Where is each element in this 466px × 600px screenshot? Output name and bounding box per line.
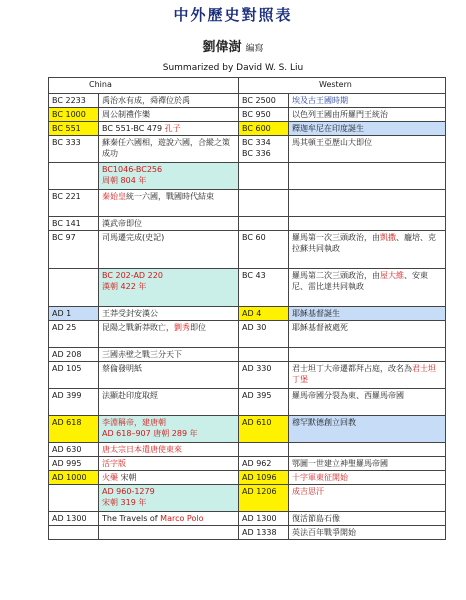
western-date: BC 600 — [239, 122, 289, 136]
western-date — [239, 443, 289, 457]
china-event: 三國赤壁之戰三分天下 — [99, 348, 239, 362]
dynasty-cell — [99, 269, 239, 307]
china-event — [99, 443, 239, 457]
table-row — [49, 163, 446, 190]
table-row — [49, 362, 446, 389]
china-date: BC 97 — [49, 231, 99, 269]
china-event-part: 昆陽之戰新莽敗亡， — [102, 323, 174, 332]
table-row — [49, 457, 446, 471]
china-event-part: BC 551-BC 479 — [102, 124, 165, 133]
western-date-2: BC 336 — [242, 149, 271, 158]
header-china-label: China — [89, 80, 112, 89]
western-event — [289, 231, 446, 269]
header-western-label: Western — [319, 80, 352, 89]
western-date: AD 30 — [239, 321, 289, 348]
table-row — [49, 190, 446, 217]
china-date: AD 995 — [49, 457, 99, 471]
dynasty-name: 周朝 804 年 — [102, 176, 147, 185]
china-event-highlight: 日本遣唐使東來 — [126, 445, 182, 454]
western-event-part: 君士坦丁大帝遷都拜占庭，改名為 — [292, 364, 413, 373]
china-event: 法顯赴印度取經 — [99, 389, 239, 416]
western-date — [239, 136, 289, 163]
china-event-highlight: Marco Polo — [160, 514, 204, 523]
header-china — [49, 78, 239, 94]
china-event — [99, 122, 239, 136]
china-date: BC 551 — [49, 122, 99, 136]
table-row — [49, 307, 446, 321]
western-event — [289, 362, 446, 389]
header-western — [239, 78, 446, 94]
china-event-part: 統一六國，戰國時代結束 — [126, 192, 214, 201]
table-row — [49, 485, 446, 512]
china-event: 漢武帝即位 — [99, 217, 239, 231]
western-event: 以色列王國由所羅門王統治 — [289, 108, 446, 122]
china-date: AD 105 — [49, 362, 99, 389]
header-row — [49, 78, 446, 94]
western-date: BC 60 — [239, 231, 289, 269]
western-event — [289, 217, 446, 231]
china-date: BC 1000 — [49, 108, 99, 122]
table-row — [49, 217, 446, 231]
dynasty-name: 宋朝 319 年 — [102, 498, 147, 507]
table-row — [49, 526, 446, 540]
western-date: AD 395 — [239, 389, 289, 416]
china-event — [99, 471, 239, 485]
table-row — [49, 108, 446, 122]
china-event — [99, 190, 239, 217]
china-date: AD 630 — [49, 443, 99, 457]
china-event — [99, 416, 239, 443]
china-event: 蔡倫發明紙 — [99, 362, 239, 389]
china-event: 蘇秦任六國相，遊說六國，合縱之策成功 — [99, 136, 239, 163]
china-event-part: The Travels of — [102, 514, 161, 523]
china-date: BC 221 — [49, 190, 99, 217]
author-name: 劉偉澍 — [202, 40, 242, 55]
western-event — [289, 163, 446, 190]
dynasty-name: 唐朝 289 年 — [153, 429, 198, 438]
summary-line: Summarized by David W. S. Liu — [162, 63, 304, 73]
western-date: AD 610 — [239, 416, 289, 443]
western-date — [239, 163, 289, 190]
china-date: BC 141 — [49, 217, 99, 231]
western-event-highlight: 屋大維 — [380, 271, 405, 280]
table-row — [49, 389, 446, 416]
china-date: AD 1 — [49, 307, 99, 321]
china-event-highlight: 孔子 — [164, 124, 181, 133]
china-date — [49, 163, 99, 190]
china-event-part: 即位 — [190, 323, 206, 332]
western-event: 馬其頓王亞歷山大即位 — [289, 136, 446, 163]
china-date: AD 1300 — [49, 512, 99, 526]
western-event: 羅馬帝國分裂為東、西羅馬帝國 — [289, 389, 446, 416]
western-event-part: 、龐培、克拉蘇共同執政 — [292, 233, 437, 253]
western-event: 耶穌基督被處死 — [289, 321, 446, 348]
history-table — [48, 77, 446, 540]
western-date — [239, 348, 289, 362]
china-event: 活字版 — [99, 457, 239, 471]
western-date: AD 1206 — [239, 485, 289, 512]
western-event-highlight: 凱撒 — [380, 233, 397, 242]
western-event: 十字軍東征開始 — [289, 471, 446, 485]
western-event — [289, 269, 446, 307]
china-event — [99, 512, 239, 526]
china-event — [99, 526, 239, 540]
china-event-highlight: 李淵稱帝，建唐朝 — [102, 418, 166, 427]
table-row — [49, 348, 446, 362]
table-row — [49, 94, 446, 108]
author-line — [0, 36, 466, 55]
western-date: AD 4 — [239, 307, 289, 321]
china-event-highlight: 火藥 — [102, 473, 118, 482]
dynasty-name: 漢朝 422 年 — [102, 282, 147, 291]
china-event: 司馬遷完成(史記) — [99, 231, 239, 269]
china-event: 王莽受封安漢公 — [99, 307, 239, 321]
table-row — [49, 136, 446, 163]
dynasty-range: AD 618–907 — [102, 429, 154, 438]
western-event — [289, 190, 446, 217]
china-date: BC 2233 — [49, 94, 99, 108]
western-date: BC 2500 — [239, 94, 289, 108]
western-date — [239, 217, 289, 231]
western-event-highlight: 君士坦丁堡 — [292, 364, 437, 384]
table-row — [49, 443, 446, 457]
table-row — [49, 231, 446, 269]
western-event — [289, 443, 446, 457]
western-event: 埃及古王國時期 — [289, 94, 446, 108]
dynasty-range: BC1046-BC256 — [102, 165, 163, 174]
dynasty-cell — [99, 163, 239, 190]
china-event-highlight: 唐太宗 — [102, 445, 126, 454]
western-date — [239, 190, 289, 217]
western-date-1: BC 334 — [242, 138, 271, 147]
dynasty-cell — [99, 485, 239, 512]
china-event-highlight: 劉秀 — [174, 323, 190, 332]
dynasty-line — [102, 428, 235, 439]
western-event-part: 羅馬第二次三頭政治，由 — [292, 271, 381, 280]
western-event: 穆罕默德創立回教 — [289, 416, 446, 443]
western-event-part: 羅馬第一次三頭政治，由 — [292, 233, 381, 242]
western-event: 耶穌基督誕生 — [289, 307, 446, 321]
western-event — [289, 348, 446, 362]
western-date: AD 1300 — [239, 512, 289, 526]
page-title: 中外歷史對照表 — [173, 6, 293, 24]
western-event: 鄂圖一世建立神聖羅馬帝國 — [289, 457, 446, 471]
western-event-part: 、安東尼、雷比達共同執政 — [292, 271, 429, 291]
western-event: 成吉思汗 — [289, 485, 446, 512]
table-row — [49, 321, 446, 348]
table-row — [49, 269, 446, 307]
table-row — [49, 416, 446, 443]
china-event-highlight: 秦始皇 — [102, 192, 126, 201]
table-row — [49, 512, 446, 526]
western-date: AD 1338 — [239, 526, 289, 540]
table-row — [49, 471, 446, 485]
dynasty-range: AD 960-1279 — [102, 487, 155, 496]
china-date: AD 399 — [49, 389, 99, 416]
table-row — [49, 122, 446, 136]
china-date — [49, 269, 99, 307]
china-date — [49, 526, 99, 540]
china-event-part: 宋朝 — [118, 473, 137, 482]
china-date: BC 333 — [49, 136, 99, 163]
western-date: BC 43 — [239, 269, 289, 307]
china-event: 周公制禮作樂 — [99, 108, 239, 122]
dynasty-range: BC 202-AD 220 — [102, 271, 163, 280]
western-event: 復活節島石像 — [289, 512, 446, 526]
western-event: 英法百年戰爭開始 — [289, 526, 446, 540]
china-event: 禹治水有成，舜禪位於禹 — [99, 94, 239, 108]
western-date: AD 330 — [239, 362, 289, 389]
china-date: AD 25 — [49, 321, 99, 348]
western-date: AD 1096 — [239, 471, 289, 485]
china-event — [99, 321, 239, 348]
china-date: AD 618 — [49, 416, 99, 443]
china-date: AD 208 — [49, 348, 99, 362]
western-date: BC 950 — [239, 108, 289, 122]
western-date: AD 962 — [239, 457, 289, 471]
author-role: 編寫 — [245, 44, 264, 54]
china-date: AD 1000 — [49, 471, 99, 485]
western-event: 釋迦牟尼在印度誕生 — [289, 122, 446, 136]
china-date — [49, 485, 99, 512]
